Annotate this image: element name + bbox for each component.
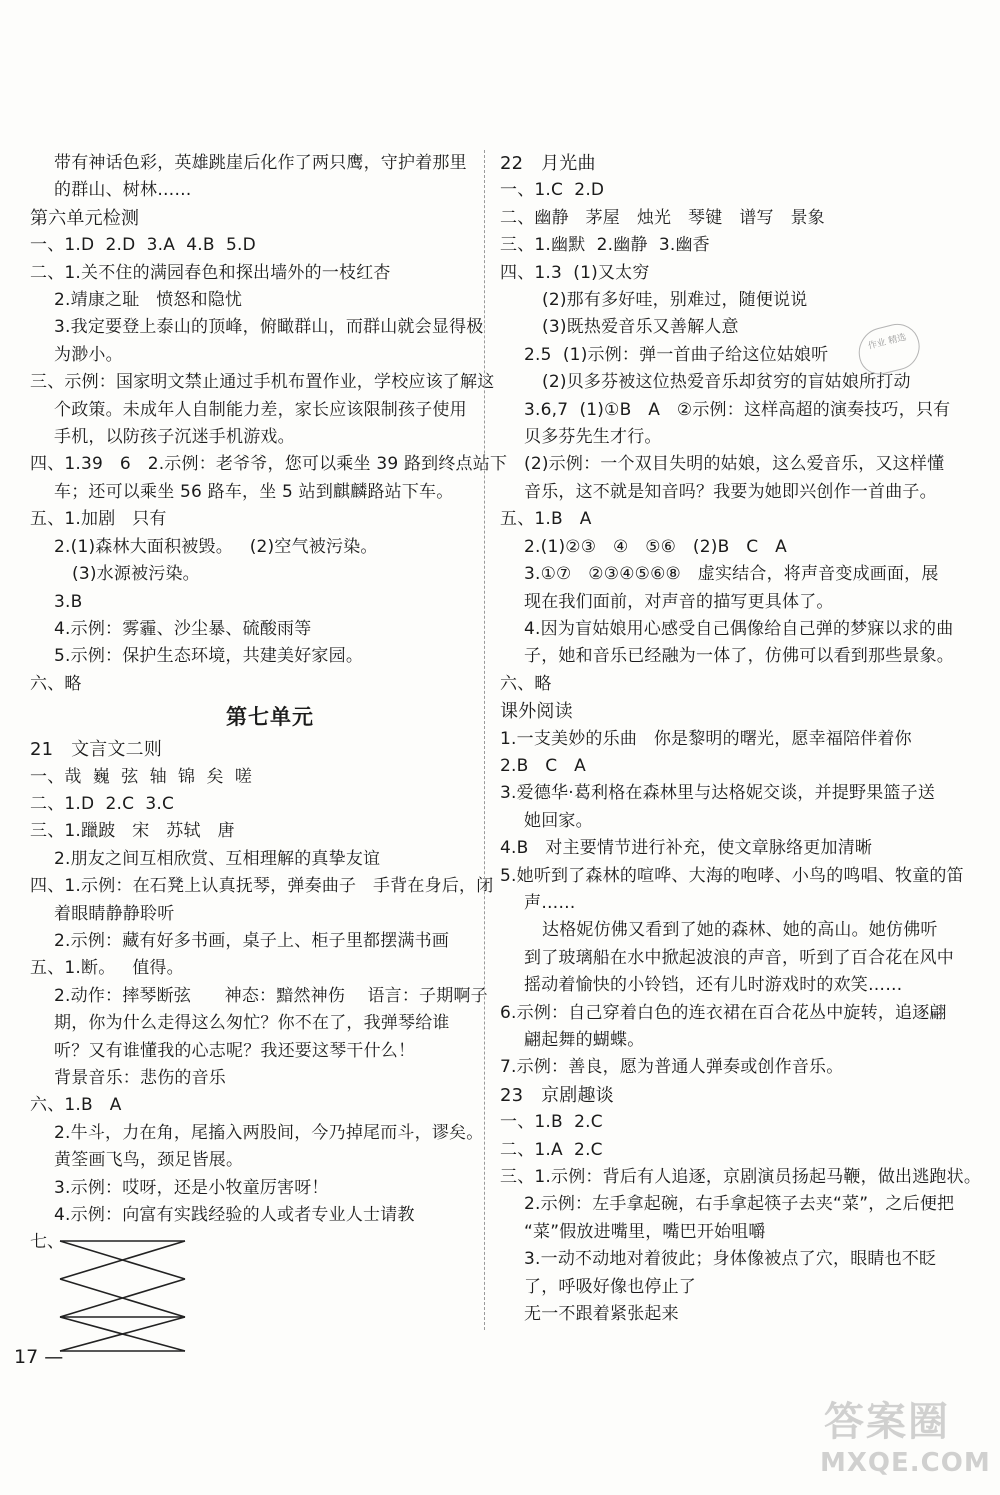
text-line: 二、1.关不住的满园春色和探出墙外的一枝红杏 [30,262,391,283]
text-line: 3.①⑦ ②③④⑤⑥⑧ 虚实结合，将声音变成画面，展 [524,564,939,585]
text-line: 六、略 [30,673,82,694]
left-column [30,150,508,1357]
text-line: 为渺小。 [54,344,123,365]
text-line: 5.她听到了森林的喧哗、大海的咆哮、小鸟的鸣唱、牧童的笛 [500,865,964,886]
text-line: 一、1.B 2.C [500,1112,603,1133]
text-line: 二、幽静 茅屋 烛光 琴键 谱写 景象 [500,207,825,228]
text-line: (2)贝多芬被这位热爱音乐却贫穷的盲姑娘所打动 [542,372,911,393]
text-line: 2.朋友之间互相欣赏、互相理解的真挚友谊 [54,848,381,869]
page-number: 17 — [14,1346,64,1368]
text-line: 2.B C A [500,755,587,776]
text-line: 无一不跟着紧张起来 [524,1304,679,1325]
text-line: 一、1.C 2.D [500,180,605,201]
text-line: 6.示例：自己穿着白色的连衣裙在百合花丛中旋转，追逐翩 [500,1002,947,1023]
section-heading: 第六单元检测 [30,207,140,229]
text-line: 五、1.加剧 只有 [30,509,167,530]
watermark-title: 答案圈 [824,1399,950,1445]
text-line: 了，呼吸好像也停止了 [524,1276,696,1297]
text-line: 子，她和音乐已经融为一体了，仿佛可以看到那些景象。 [524,646,954,667]
text-line: 四、1.3 (1)又太穷 [500,262,650,283]
text-line: 4.B 对主要情节进行补充，使文章脉络更加清晰 [500,838,873,859]
text-line: 3.一动不动地对着彼此；身体像被点了穴，眼睛也不眨 [524,1249,937,1270]
text-line: (3)水源被污染。 [72,564,200,585]
section-heading: 21 文言文二则 [30,739,163,761]
text-line: 3.示例：哎呀，还是小牧童厉害呀！ [54,1177,329,1198]
text-line: 2.5 (1)示例：弹一首曲子给这位姑娘听 [524,344,829,365]
text-line: 四、1.示例：在石凳上认真抚琴，弹奏曲子 手背在身后，闭 [30,876,494,897]
text-line: 音乐，这不就是知音吗？我要为她即兴创作一首曲子。 [524,481,937,502]
text-line: 2.牛斗，力在角，尾搐入两股间，今乃掉尾而斗，谬矣。 [54,1122,484,1143]
section-heading: 22 月光曲 [500,153,596,174]
text-line: (3)既热爱音乐又善解人意 [542,317,739,338]
text-line: 到了玻璃船在水中掀起波浪的声音，听到了百合花在风中 [524,947,954,968]
text-line: 期，你为什么走得这么匆忙？你不在了，我弹琴给谁 [54,1013,450,1034]
text-line: “菜”假放进嘴里，嘴巴开始咀嚼 [524,1221,766,1242]
watermark-logo [812,1390,992,1490]
matching-lines [30,1229,450,1357]
text-line: 7.示例：善良，愿为普通人弹奏或创作音乐。 [500,1057,844,1078]
text-line: 贝多芬先生才行。 [524,427,662,448]
text-line: 听？又有谁懂我的心志呢？我还要这琴干什么！ [54,1040,416,1061]
text-line: 三、1.幽默 2.幽静 3.幽香 [500,235,710,256]
text-line: 2.(1)森林大面积被毁。 (2)空气被污染。 [54,536,378,557]
text-line: 手机，以防孩子沉迷手机游戏。 [54,427,295,448]
text-line: 2.(1)②③ ④ ⑤⑥ (2)B C A [524,536,788,557]
text-line: 摇动着愉快的小铃铛，还有儿时游戏时的欢笑…… [524,975,903,996]
text-line: 2.动作：摔琴断弦 神态：黯然神伤 语言：子期啊子 [54,985,488,1006]
text-line: 的群山、树林…… [54,180,192,201]
text-line: 六、略 [500,673,552,694]
watermark-url: MXQE.COM [820,1448,991,1478]
text-line: 三、示例：国家明文禁止通过手机布置作业，学校应该了解这 [30,372,495,393]
section-heading: 23 京剧趣谈 [500,1084,614,1106]
column-divider [484,150,485,1330]
text-line: 五、1.断。 值得。 [30,958,184,979]
text-line: 着眼睛静静聆听 [54,903,175,924]
text-line: 一、1.D 2.D 3.A 4.B 5.D [30,235,256,256]
text-line: 5.示例：保护生态环境，共建美好家园。 [54,646,364,667]
text-line: 现在我们面前，对声音的描写更具体了。 [524,591,834,612]
unit-title: 第七单元 [226,705,314,730]
text-line: 2.靖康之耻 愤怒和隐忧 [54,290,243,311]
stamp-mark: 作业 精选 [853,319,924,379]
text-line: 声…… [524,892,576,913]
text-line: 达格妮仿佛又看到了她的森林、她的高山。她仿佛听 [542,920,938,941]
text-line: 3.我定要登上泰山的顶峰，俯瞰群山，而群山就会显得极 [54,317,484,338]
text-line: (2)示例：一个双目失明的姑娘，这么爱音乐，又这样懂 [524,454,945,475]
text-line: 车；还可以乘坐 56 路车，坐 5 站到麒麟路站下车。 [54,481,454,502]
text-line: 翩起舞的蝴蝶。 [524,1030,645,1050]
text-line: 四、1.39 6 2.示例：老爷爷，您可以乘坐 39 路到终点站下 [30,454,508,475]
matching-exercise [30,1229,450,1357]
text-line: 4.示例：雾霾、沙尘暴、硫酸雨等 [54,618,312,639]
text-line: 五、1.B A [500,509,592,530]
text-line: 带有神话色彩，英雄跳崖后化作了两只鹰，守护着那里 [54,153,467,173]
text-line: 3.爱德华·葛利格在森林里与达格妮交谈，并提野果篮子送 [500,783,936,804]
text-line: 3.B [54,591,83,612]
text-line: 1.一支美妙的乐曲 你是黎明的曙光，愿幸福陪伴着你 [500,728,912,749]
text-line: 2.示例：左手拿起碗，右手拿起筷子去夹“菜”，之后便把 [524,1194,955,1215]
text-line: 三、1.示例：背后有人追逐，京剧演员扬起马鞭，做出逃跑状。 [500,1167,982,1188]
text-line: 个政策。未成年人自制能力差，家长应该限制孩子使用 [54,399,467,420]
matching-label: 七、 [30,1232,64,1253]
text-line: 4.示例：向富有实践经验的人或者专业人士请教 [54,1205,415,1226]
text-line: 2.示例：藏有好多书画，桌子上、柜子里都摆满书画 [54,930,450,951]
text-line: 4.因为盲姑娘用心感受自己偶像给自己弹的梦寐以求的曲 [524,618,954,639]
section-heading: 课外阅读 [500,701,573,723]
text-line: 六、1.B A [30,1095,122,1116]
text-line: 二、1.A 2.C [500,1139,603,1160]
text-line: 黄筌画飞鸟，颈足皆展。 [54,1150,244,1171]
text-line: (2)那有多好哇，别难过，随便说说 [542,290,808,311]
text-line: 她回家。 [524,810,593,831]
text-line: 背景音乐：悲伤的音乐 [54,1068,226,1088]
text-line: 3.6,7 (1)①B A ②示例：这样高超的演奏技巧，只有 [524,399,951,420]
text-line: 二、1.D 2.C 3.C [30,793,175,814]
text-line: 三、1.躐跛 宋 苏轼 唐 [30,821,235,842]
text-line: 一、哉 巍 弦 轴 锦 矣 嗟 [30,766,253,787]
